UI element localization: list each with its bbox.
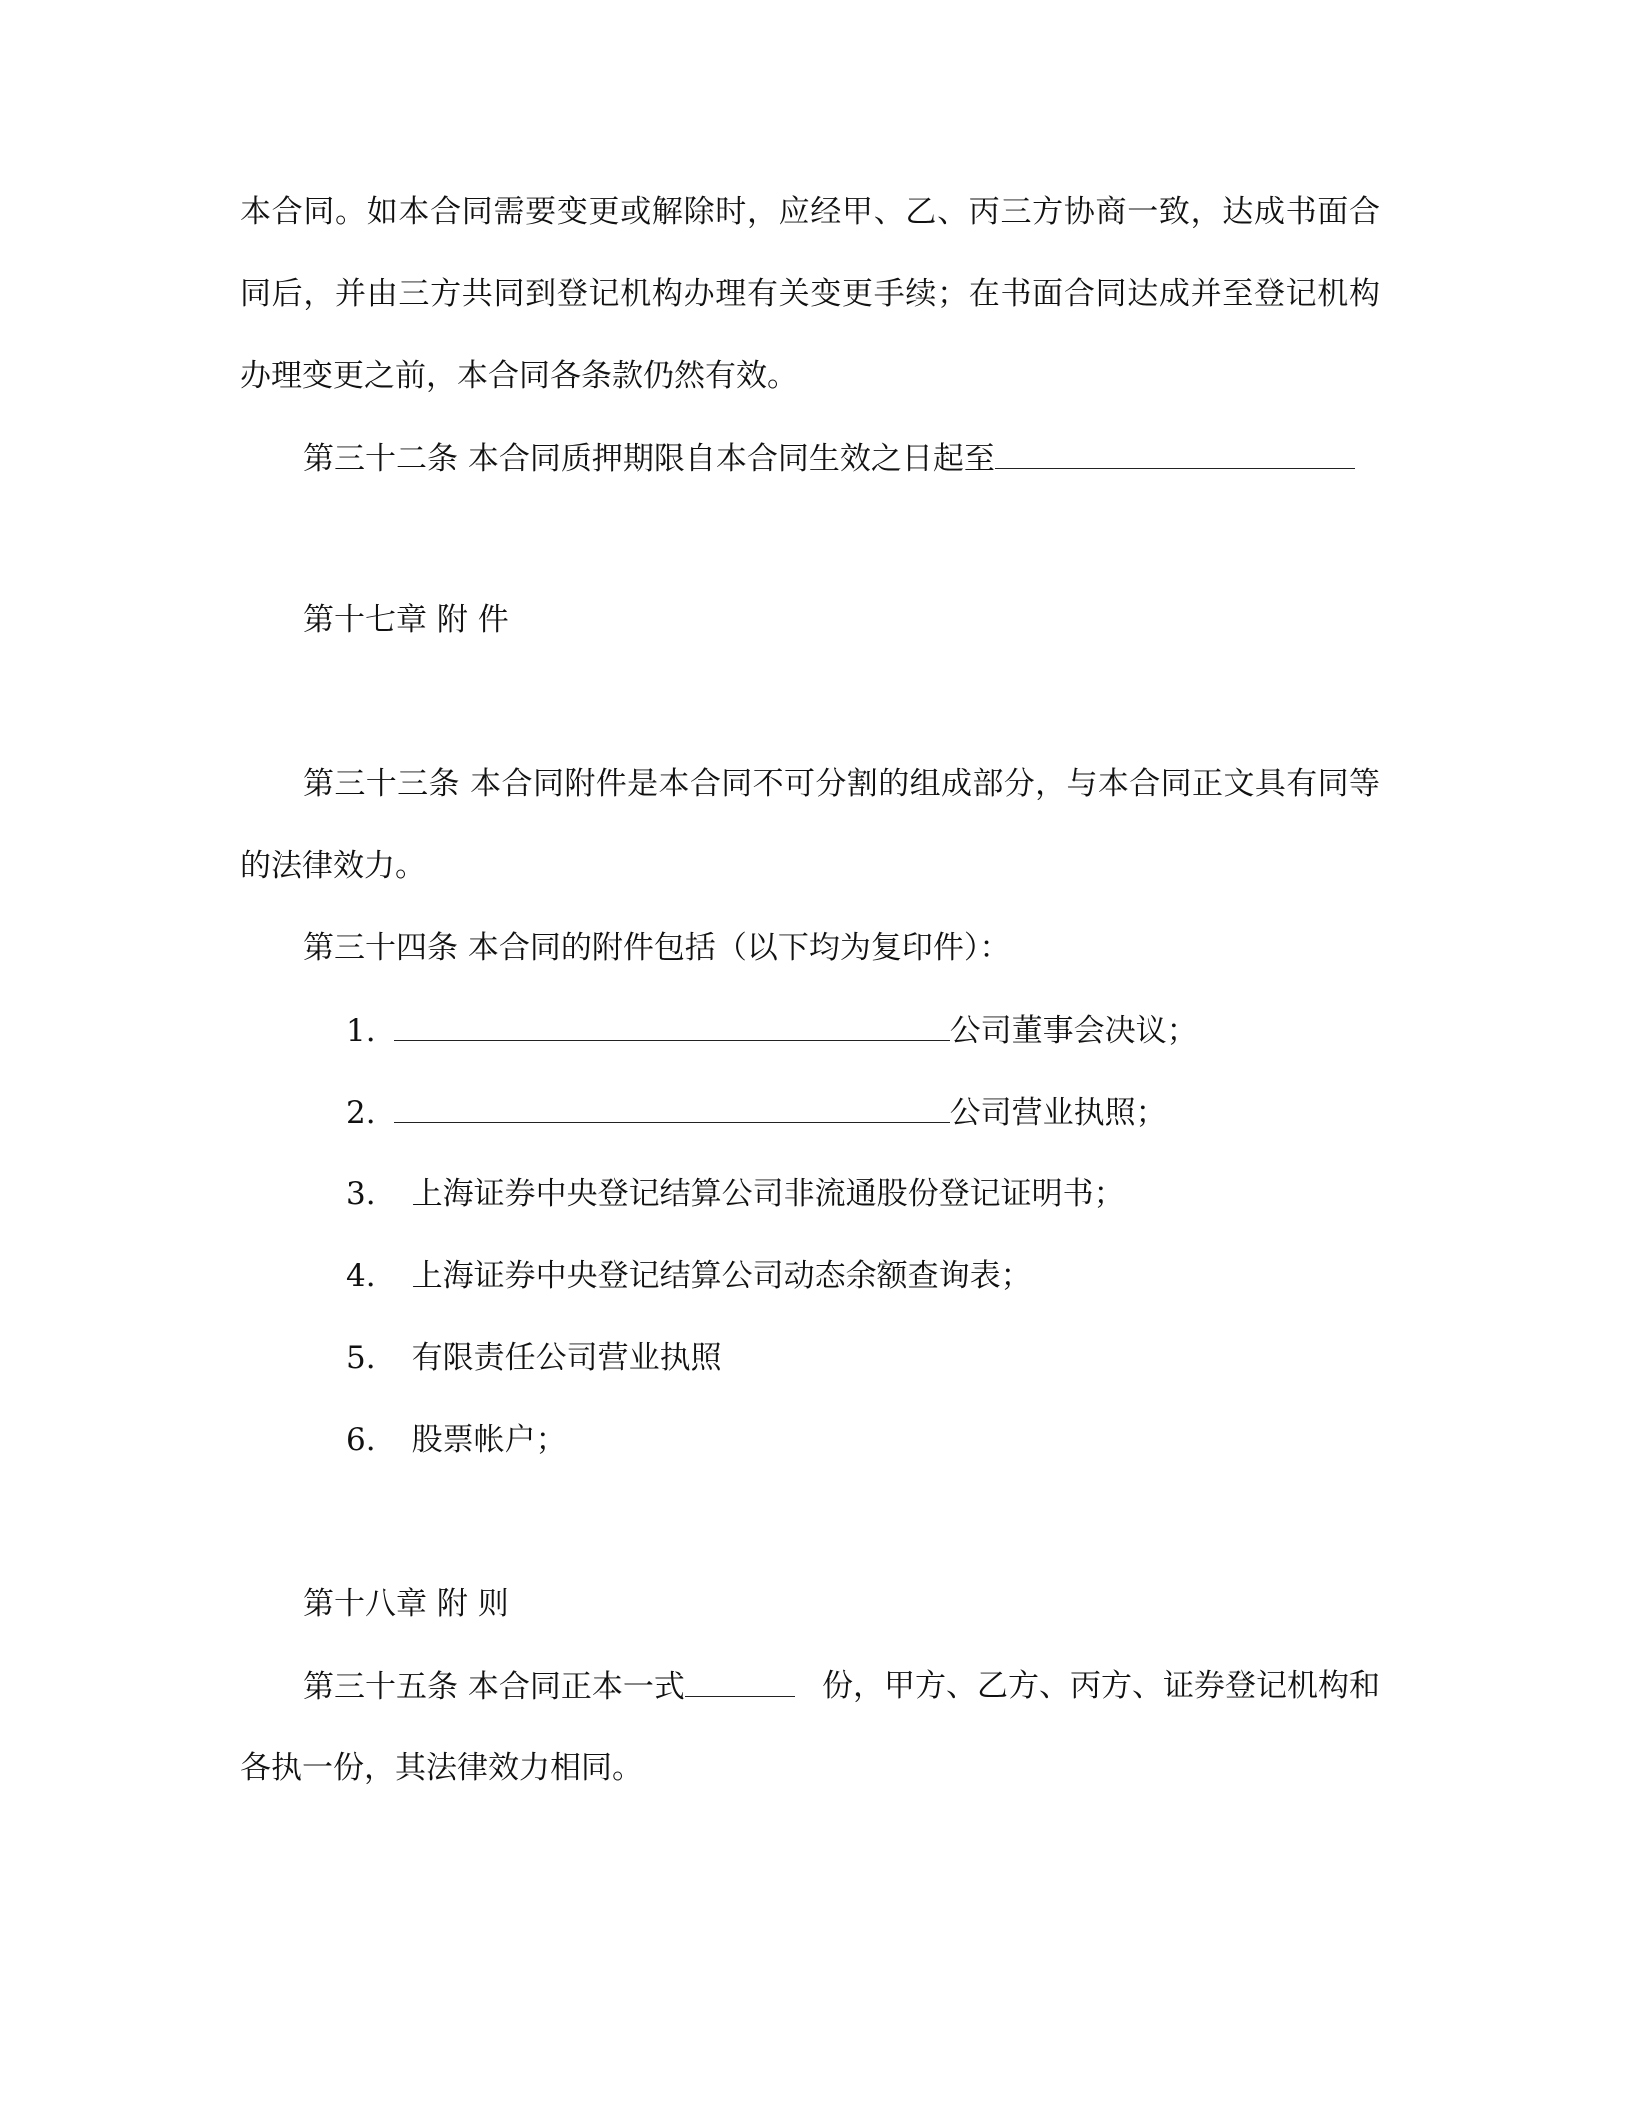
fill-blank-term-end [995,438,1355,469]
attachment-item [346,1338,722,1378]
attachment-item [346,1174,1125,1214]
attachment-number: 4. [346,1258,376,1294]
article-35-before: 第三十五条 本合同正本一式 [303,1669,685,1705]
chapter-18-heading: 第十八章 附 则 [303,1586,509,1622]
attachment-number: 1. [346,1013,376,1049]
fill-blank-company [394,1092,950,1123]
article-35-part [303,1666,795,1707]
attachment-text: 有限责任公司营业执照 [411,1340,722,1376]
article-35-line [303,1666,1380,1707]
paragraph-line: 办理变更之前，本合同各条款仍然有效。 [240,358,798,394]
attachment-text: 上海证券中央登记结算公司非流通股份登记证明书； [411,1176,1125,1212]
attachment-number: 6. [346,1422,376,1458]
paragraph-line: 同后，并由三方共同到登记机构办理有关变更手续；在书面合同达成并至登记机构 [240,276,1380,312]
article-35-after: 份，甲方、乙方、丙方、证券登记机构和 [822,1668,1380,1704]
article-33-line: 的法律效力。 [240,848,426,884]
attachment-number: 3. [346,1176,376,1212]
attachment-text: 股票帐户； [411,1422,567,1458]
attachment-text: 公司营业执照； [949,1095,1167,1131]
attachment-text: 上海证券中央登记结算公司动态余额查询表； [411,1258,1032,1294]
article-34-intro: 第三十四条 本合同的附件包括（以下均为复印件）： [303,930,1011,966]
paragraph-line: 本合同。如本合同需要变更或解除时，应经甲、乙、丙三方协商一致，达成书面合 [240,194,1380,230]
article-32 [303,438,1355,479]
attachment-item [346,1420,567,1460]
attachment-number: 5. [346,1340,376,1376]
attachment-text: 公司董事会决议； [949,1013,1198,1049]
fill-blank-copies [685,1666,795,1697]
attachment-item [346,1010,1198,1051]
attachment-item [346,1092,1167,1133]
article-32-text: 第三十二条 本合同质押期限自本合同生效之日起至 [303,441,995,477]
fill-blank-company [394,1010,950,1041]
attachment-number: 2. [346,1095,376,1131]
chapter-17-heading: 第十七章 附 件 [303,602,509,638]
article-33-line: 第三十三条 本合同附件是本合同不可分割的组成部分，与本合同正文具有同等 [303,766,1380,802]
attachment-item [346,1256,1032,1296]
article-35-line: 各执一份，其法律效力相同。 [240,1750,643,1786]
